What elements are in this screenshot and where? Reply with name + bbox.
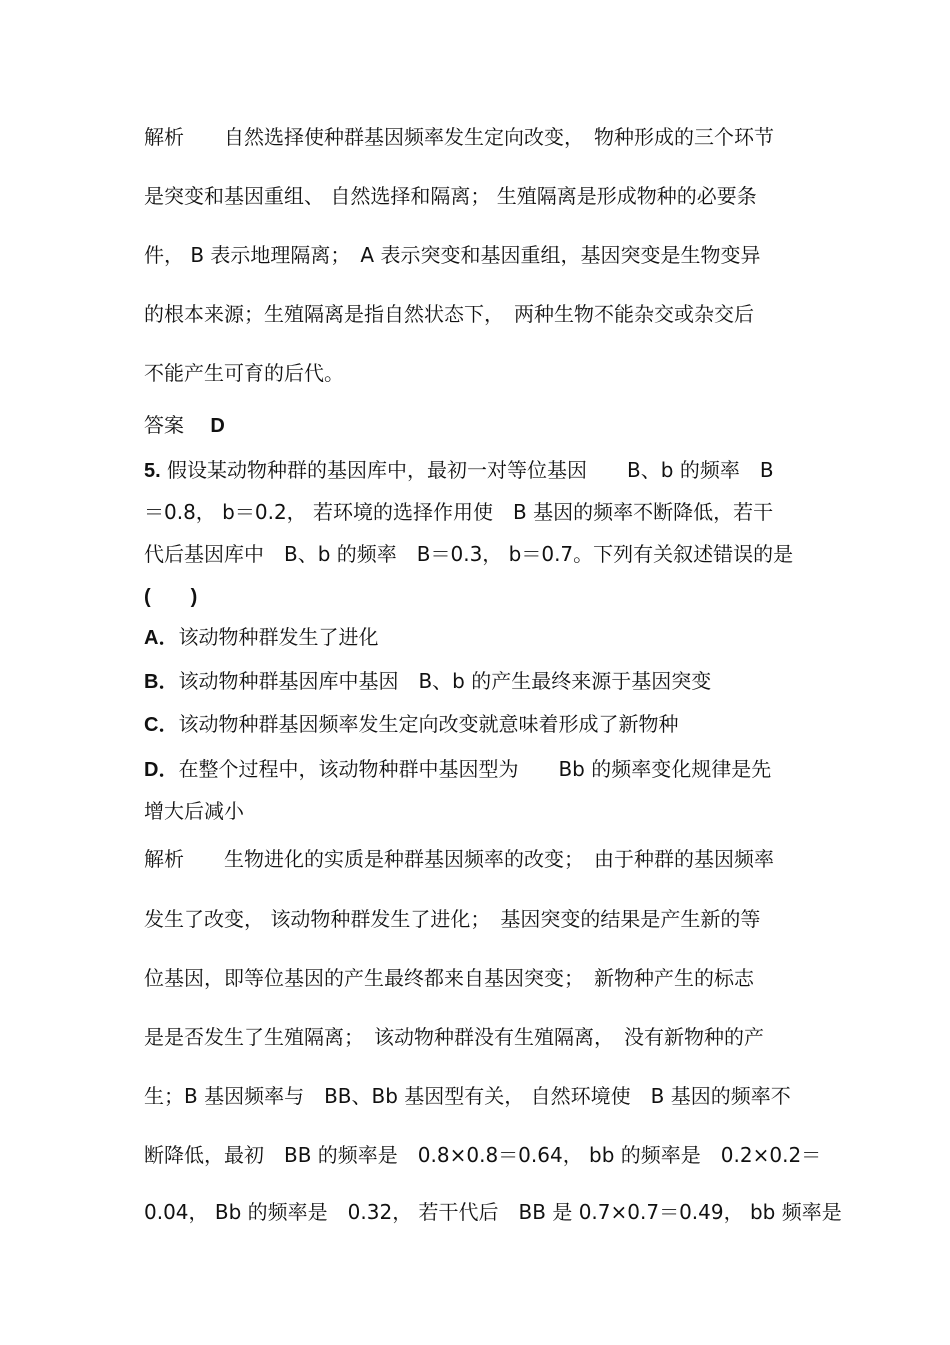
prev-explanation-label: 解析: [144, 125, 184, 149]
explanation-line-5: 生；B 基因频率与 BB、Bb 基因型有关， 自然环境使 B 基因的频率不: [144, 1084, 791, 1108]
option-c: C．该动物种群基因频率发生定向改变就意味着形成了新物种: [144, 712, 679, 736]
prev-answer-value: D: [210, 415, 225, 437]
prev-explanation-line-2: 是突变和基因重组、 自然选择和隔离； 生殖隔离是形成物种的必要条: [144, 184, 757, 208]
prev-explanation-line-4: 的根本来源；生殖隔离是指自然状态下， 两种生物不能杂交或杂交后: [144, 302, 754, 326]
question-stem-line-2: ＝0.8， b＝0.2， 若环境的选择作用使 B 基因的频率不断降低，若干: [144, 500, 774, 524]
option-b: B．该动物种群基因库中基因 B、b 的产生最终来源于基因突变: [144, 669, 712, 693]
explanation-line-2: 发生了改变， 该动物种群发生了进化； 基因突变的结果是产生新的等: [144, 907, 761, 931]
explanation-label: 解析: [144, 847, 184, 871]
explanation-line-4: 是是否发生了生殖隔离； 该动物种群没有生殖隔离， 没有新物种的产: [144, 1025, 764, 1049]
option-a: A．该动物种群发生了进化: [144, 625, 379, 649]
option-d-letter: D．: [144, 759, 179, 781]
prev-explanation-line-5: 不能产生可育的后代。: [144, 361, 344, 385]
explanation-line-6: 断降低，最初 BB 的频率是 0.8×0.8＝0.64， bb 的频率是 0.2×0.2＝: [144, 1143, 822, 1167]
question-answer-blank: ( ): [144, 586, 198, 608]
explanation-line-7: 0.04， Bb 的频率是 0.32， 若干代后 BB 是 0.7×0.7＝0.49， bb 频率是: [144, 1200, 842, 1224]
prev-answer-label: 答案: [144, 413, 184, 437]
option-b-letter: B．: [144, 671, 179, 693]
prev-answer: [144, 412, 225, 439]
question-stem-line-1: 5. 假设某动物种群的基因库中，最初一对等位基因 B、b 的频率 B: [144, 458, 774, 482]
option-d: D．在整个过程中，该动物种群中基因型为 Bb 的频率变化规律是先: [144, 757, 772, 781]
explanation-line-1: 解析 生物进化的实质是种群基因频率的改变； 由于种群的基因频率: [144, 847, 774, 871]
prev-explanation-line-3: 件， B 表示地理隔离； A 表示突变和基因重组，基因突变是生物变异: [144, 243, 761, 267]
explanation-line-3: 位基因，即等位基因的产生最终都来自基因突变； 新物种产生的标志: [144, 966, 754, 990]
option-d-line-2: 增大后减小: [144, 799, 244, 823]
prev-explanation-line-1: 解析 自然选择使种群基因频率发生定向改变， 物种形成的三个环节: [144, 125, 774, 149]
option-c-letter: C．: [144, 714, 179, 736]
option-a-letter: A．: [144, 627, 179, 649]
question-number: 5.: [144, 460, 161, 482]
question-stem-line-3: 代后基因库中 B、b 的频率 B＝0.3， b＝0.7。下列有关叙述错误的是: [144, 542, 794, 566]
